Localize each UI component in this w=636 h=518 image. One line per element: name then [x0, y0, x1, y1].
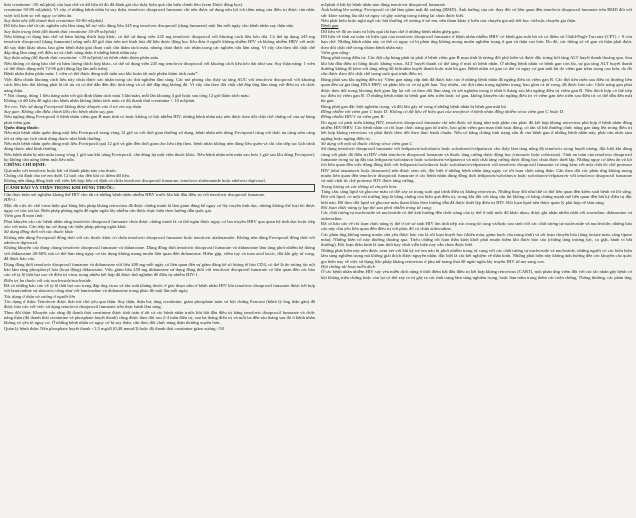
paragraph: Không nên dùng Fovirpoxil đồng thời với các thuốc khác có chứa tenofovir disoproxil fumarate hoặc tenofovir alafenamide. Không nên dùng Fovirpoxil đồng thời với adefovir dipivoxil. — [4, 234, 315, 246]
subheading: Đồng nhiễm với viêm gan C hoặc D: Không có dữ liệu về hiệu quả của tenofovir ở bệnh nhân đồng nhiễm virus viêm gan C hoặc D. — [321, 108, 565, 114]
paragraph: Theo dõi thận: Khuyến cáo rằng độ thanh thải creatinine được tính toán ở tất cả các bệnh nhân trước khi bắt đầu điều trị bằng tenofovir disoproxil fumarate và chức năng thận (độ thanh thải creatinine và phosphate huyết thanh) cũng được theo dõi sau 2-4 tuần điều trị, sau ba tháng điều trị và mỗi ba đến sáu tháng sau đó ở bệnh nhân không có yếu tố nguy cơ. Ở những bệnh nhân có nguy cơ bị suy thận, cần theo dõi chức năng thận thường xuyên hơn. — [4, 309, 315, 326]
section-heading: CẢNH BÁO VÀ THẬN TRỌNG KHI DÙNG THUỐC: — [4, 184, 315, 192]
paragraph: Tăng cân, tăng lipid và glucose máu có thể xảy ra trong suốt quá trình điều trị kháng retrovirus. Những thay đổi như thế có thể liên quan đến kiểm soát bệnh và lối sống. Đối với lipid, có một vài trường hợp là bằng chứng của hiệu quả điều trị, trong khi đối với tăng cân thì không có bằng chứng mạnh mẽ liên quan đến bất kỳ điều trị đặc biệt nào. Để theo dõi lipid và glucose máu tham khảo theo hướng dẫn đã được thiết lập điều trị HIV. Rối loạn lipid nên được quản lý phù hợp về lâm sàng. — [321, 189, 632, 205]
paragraph: ml/phút ở bất kỳ bệnh nhân nào dùng tenofovir disoproxil fumarate. — [321, 2, 447, 7]
subheading: Trẻ em: Việc sử dụng Fovirpoxil không được khuyến cáo ở trẻ em suy thận. — [4, 103, 143, 109]
subheading: Viêm gan B mạn tính: — [4, 213, 44, 219]
paragraph: Không nên dùng đồng thời với viên kết hợp liều cố định có chứa tenofovir disoproxil fumarate, tenofovir alafenamide hoặc adefovir dipivoxil. — [4, 178, 266, 184]
subheading: Suy thận trung bình (độ thanh thải creatinine 30-49 ml/phút) — [4, 28, 116, 34]
paragraph: Đã có báo cáo về rối loạn chức năng ty thể ở trẻ sơ sinh HIV âm tính tiếp xúc trong tử cung và/hoặc sau sinh với các chất tương tự nucleoside và nucleotide; những báo cáo này chủ yếu liên quan đến điều trị với phác đồ có chứa zidovudine. — [321, 221, 632, 232]
paragraph: Bùng phát trong điều trị: Các đợt cấp bùng phát tự phát ở bệnh viêm gan B mạn tính là tương đối phổ biến và được đặc trưng bởi tăng ALT huyết thanh thoáng qua. Sau khi bắt đầu điều trị bằng thuốc kháng virus, ALT huyết thanh có thể tăng ở một số bệnh nhân. Ở những bệnh nhân có bệnh gan còn bù, sự gia tăng ALT huyết thanh thường không đi kèm với tăng nồng độ bilirubin huyết thanh hoặc mất bù gan. Bệnh nhân xơ gan có thể có nguy cơ gan mất bù do viêm gan trầm trọng cao hơn, do đó cần được theo dõi chặt chẽ trong suốt quá trình điều trị. — [321, 55, 632, 77]
subheading: Bệnh gan — [321, 23, 339, 29]
paragraph: Đã có những báo cáo về tỷ lệ thất bại cao trong đáp ứng virus và tần suất kháng thuốc ở giai đoạn sớm ở bệnh nhân HIV khi tenofovir disoproxil fumarate được kết hợp với lamivudine và abacavir cũng như với lamivudine và didanosine trong phác đồ một lần mỗi ngày. — [4, 282, 315, 294]
paragraph: Tác dụng ở thận: Tenofovir được thải trừ chủ yếu qua thận. Suy thận, thận hư, tăng creatinine, giảm phosphate máu và hội chứng Fanconi (bệnh lý ống thận gần) đã được báo cáo với việc sử dụng tenofovir disoproxil fumarate trên thực hành lâm sàng. — [4, 298, 315, 310]
paragraph: thải creatinine <50 ml/phút) còn hạn chế và dữ liệu từ đó đã đánh giá cho thấy hiệu quả cần hiệu chỉnh liều (xem Dược động học). — [4, 2, 244, 7]
section-heading: CHỐNG CHỈ ĐỊNH: — [4, 162, 46, 168]
paragraph: Mặc dù việc ức chế virus hiệu quả bằng liệu pháp kháng retrovirus đã được chứng minh là làm giảm đáng kể nguy cơ lây truyền tình dục, nhưng không thể loại bỏ được nguy cơ còn sót lại. Biện pháp phòng ngừa để ngăn ngừa lây nhiễm cần được thực hiện theo hướng dẫn quốc gia. — [4, 202, 315, 214]
subheading: HIV-1: — [4, 197, 17, 203]
subheading: Trọng lượng và các thông số chuyển hóa: — [321, 183, 398, 189]
paragraph: Do nguy cơ phát triển kháng HIV, tenofovir disoproxil fumarate chỉ nên được sử dụng như một phần của phác đồ kết hợp kháng retrovirus phù hợp ở bệnh nhân đồng nhiễm HIV/HBV. Các bệnh nhân có rối loạn chức năng gan từ trước, bao gồm viêm gan mạn tính hoạt động, có tần số bất thường chức năng gan tăng lên trong điều trị kết hợp kháng retrovirus và phải được theo dõi theo thực hành chuẩn. Nếu có bằng chứng tình trạng xấu đi của bệnh gan ở những bệnh nhân này, phải cân nhắc tạm ngừng hoặc ngừng điều trị. — [321, 119, 632, 141]
paragraph: Dùng đồng thời tenofovir disoproxil fumarate và didanosine với liều 400 mg mỗi ngày có liên quan đến sự giảm đáng kể số lượng tế bào CD4, có thể là do tương tác nội bào làm tăng phosphoryl hóa (hoạt động) didanosine. Việc giảm liều 250 mg didanosine sử dụng đồng thời với tenofovir disoproxil fumarate có liên quan đến các báo cáo về tỷ lệ thất bại cao về điều trị virus trong nhiều kết hợp đã được thử nghiệm để điều trị nhiễm HIV-1. — [4, 261, 315, 278]
paragraph: * Nói chung, dùng 1 liều hàng tuần với giả định thẩm tách máu 3 lần/tuần, mỗi lần khoảng 4 giờ hoặc sau tổng 12 giờ thẩm tách máu. — [4, 92, 250, 98]
paragraph: Các chất tương tự nucleoside và nucleotide có thể ảnh hưởng đến chức năng của ty thể ở một mức độ khác nhau, được ghi nhận nhiều nhất với stavudine, didanosine và zidovudine. — [321, 210, 632, 221]
paragraph: Dữ liệu về tính an toàn và hiệu quả của tenofovir disoproxil fumarate ở bệnh nhân nhiễm HBV có bệnh gan mất bù và có điểm số Child-Pugh-Turcotte (CPT) > 9 còn hạn chế. Những bệnh nhân này có thể có nguy cơ bị phản ứng không mong muốn nghiêm trọng ở gan và thận cao hơn. Do đó, các thông số về gan và thận phải được theo dõi chặt chẽ trong nhóm bệnh nhân này. — [321, 34, 632, 50]
paragraph: Cần thực hiện xét nghiệm kháng thể HIV cho tất cả những bệnh nhân nhiễm HBV trước khi bắt đầu điều trị với tenofovir disoproxil fumarate. — [4, 192, 266, 198]
subheading: Sử dụng với một số thuốc chống virus viêm gan C — [321, 140, 413, 146]
paragraph: Nếu phát hiện hoặc nghi ngờ các bất thường về xương ở trẻ em, nên tham khảo ý kiến của chuyên gia nội tiết học và/hoặc chuyên gia thận. — [321, 18, 577, 24]
paragraph: Nếu một bệnh nhân quên dùng một liều Fovirpoxil trong vòng 12 giờ so với thời gian thường sử dụng, bệnh nhân nên dùng Fovirpoxil cùng với thức ăn càng sớm càng tốt và tiếp tục lịch trình dùng thuốc như bình thường. — [4, 130, 315, 141]
paragraph: Nếu một bệnh nhân quên dùng một liều Fovirpoxil quá 12 giờ và gần đến thời gian cho liều tiếp theo, bệnh nhân không nên dùng liều quên và chỉ cần tiếp tục lịch trình dùng thuốc như bình thường. — [4, 140, 315, 152]
paragraph: Các phản ứng không mong muốn chủ yếu được báo cáo là rối loạn huyết học (thiếu máu, giảm bạch cầu trung tính) và rối loạn chuyển hóa (tăng lactate máu, tăng lipase máu). Những biến cố này thường thoáng qua. Triệu chứng rối loạn thần kinh khởi phát muộn hiếm khi được báo cáo (chứng tăng trương lực, co giật, hành vi bất thường). Rối loạn thần kinh là tạm thời hay vĩnh viễn hiện nay vẫn chưa được biết. — [321, 231, 632, 248]
section-heading: Quên dùng thuốc: — [4, 124, 40, 130]
paragraph: Chống chỉ định cho trẻ em dưới 12 tuổi cho đến khi có thêm dữ liệu. — [4, 173, 131, 178]
subheading: Rối loạn chức năng ty lạp thể sau phơi nhiễm trong tử cung: — [321, 205, 433, 211]
paragraph: Nếu không có dạng bào chế và hàm lượng thích hợp khác, có thể sử dụng viên 245 mg tenofovir disoproxil với khoảng cách liều kéo dài như sau: Suy thận nặng: 1 viên có thể được dùng mỗi 72-96 giờ (dùng lặp lần mỗi tuần). — [4, 60, 315, 72]
subheading: Suy thận nhẹ (độ thanh thải creatinine 50-80 ml/phút) — [4, 18, 104, 24]
paragraph: Ở các bệnh nhân nhiễm HIV suy yếu miễn dịch nặng ở thời điểm bắt đầu điều trị kết hợp kháng retrovirus (CART), một phản ứng viêm đối với các tác nhân gây bệnh cơ hội không triệu chứng hoặc còn lại có thể xảy ra và gây ra các tình trạng lâm sàng nghiêm trọng, hoặc làm trầm trọng thêm các triệu chứng. Thông thường, các phản ứng — [321, 269, 632, 280]
subheading: Suy gan: Không cần điều chỉnh liều cho bệnh nhân suy gan. — [4, 108, 115, 114]
paragraph: Sử dụng tenofovir disoproxil fumarate với ledipasvir/sofosbuvir hoặc sofosbuvir/velpatasvir cho thấy làm tăng nồng độ tenofovir trong huyết tương, đặc biệt khi dùng cùng với phác đồ điều trị HIV chứa tenofovir disoproxil fumarate và thuốc tăng cường dược động học (ritonavir hoặc cobicistat). Tính an toàn của tenofovir disoproxil fumarate trong sự áp đặt của ledipasvir/sofosbuvir hoặc sofosbuvir/velpatasvir và một chất tăng cường dược động học chưa được thiết lập. Những nguy cơ tiềm ẩn và lợi ích liên quan đến việc dùng đồng thời với ledipasvir/sofosbuvir hoặc sofosbuvir/velpatasvir với tenofovir disoproxil fumarate có tăng kèm với một chất ức chế protease HIV (như atazanavir hoặc darunavir) nên được xem xét, đặc biệt ở những bệnh nhân tăng nguy cơ rối loạn chức năng thận. Cần theo dõi các phản ứng không mong muốn liên quan đến tenofovir disoproxil fumarate ở các bệnh nhân dùng đồng thời ledipasvir/sofosbuvir hoặc sofosbuvir/velpatasvir với tenofovir disoproxil fumarate và một chất ức chế protease HIV được tăng cường. — [321, 146, 632, 184]
paragraph: Việc điều chỉnh khoảng cách liều này chưa được xác nhận trong các thử nghiệm lâm sàng. Các mô phỏng cho thấy sự tăng AUC với tenofovir disoproxil với khoảng cách liều kéo dài không phải là tối ưu và có thể dẫn đến độc tính tăng và có thể đáp ứng không đủ. Vì vậy cần theo dõi chặt chẽ đáp ứng lâm sàng với điều trị và chức năng thận. — [4, 76, 315, 93]
paragraph: Bệnh nhân thẩm phân máu: 1 viên có thể được dùng mỗi tuần sau khi hoàn tất một phiên thẩm tách máu*. — [4, 71, 199, 77]
subheading: Hội chứng tái hoạt miễn dịch — [321, 263, 375, 269]
paragraph: Phải khuyến cáo các bệnh nhân rằng tenofovir disoproxil fumarate chưa được chứng minh là có thể ngăn được nguy cơ lan truyền HBV qua quan hệ tình dục hoặc tiếp xúc với máu. Cần tiếp tục sử dụng các biện pháp phòng ngừa khác. — [4, 218, 315, 230]
paragraph: creatinine 50-80 ml/phút): Vì vậy, ở những bệnh nhân bị suy thận, tenofovir disoproxil fumarate chỉ nên được sử dụng nếu lợi ích tiềm năng của điều trị được cân nhắc vượt trội hơn so với nguy cơ tiềm ẩn. — [4, 7, 315, 18]
paragraph: Bùng phát gan đặc biệt nghiêm trọng, và đôi khi gây tử vong ở những bệnh nhân bị bệnh gan mất bù. — [321, 103, 507, 109]
left-column — [4, 2, 315, 518]
subheading: Viêm gan nặng: — [321, 50, 351, 56]
paragraph: Nếu bệnh nhân bị nôn mửa trong vòng 1 giờ sau khi uống Fovirpoxil, cần dùng lại một viên thuốc khác. Nếu bệnh nhân nôn mửa sau hơn 1 giờ sau khi dùng Fovirpoxil, họ không cần uống thêm một liều nữa. — [4, 151, 315, 162]
paragraph: Những phát hiện này nên được xem xét với bất kỳ trẻ em nào bị phơi nhiễm trong tử cung với các chất tương tự nucleoside và nucleotide, những người có các biểu hiện lâm sàng nghiêm trọng mà không giải thích được nguyên nhân, đặc biệt là các kết nghiệm về thần kinh. Những phát hiện này không ảnh hưởng đến các khuyến cáo quốc gia hiện nay về việc sử dụng liệu pháp kháng retrovirus ở phụ nữ mang thai để ngăn ngừa lây truyền HIV từ mẹ sang con. — [321, 247, 632, 264]
paragraph: Bùng phát sau khi ngừng điều trị: Viêm gan nặng cấp tính đã được báo cáo ở những bệnh nhân đã ngừng điều trị viêm gan B. Các đợt tiến triển sau điều trị thường liên quan đến sự gia tăng DNA HBV, và phần lớn có vẻ tự giới hạn. Tuy nhiên, các đợt trầm trọng nghiêm trọng, bao gồm cả tử vong, đã được báo cáo. Chức năng gan phải được theo dõi trong khoảng thời gian lặp lại với cả theo dõi lâm sàng và xét nghiệm trong ít nhất 6 tháng sau khi ngừng điều trị viêm gan B. Nếu thích hợp có thể tiếp tục điều trị viêm gan B. Ở những bệnh nhân bị bệnh gan tiến triển hoặc xơ gan, không khuyến cáo ngừng điều trị vì viêm gan tiến triển sau điều trị có thể dẫn đến mất bù gan. — [321, 76, 632, 104]
right-column — [321, 2, 632, 518]
subheading: Đồng nhiễm HIV-1 và viêm gan B: — [321, 114, 385, 120]
subheading: Sử dụng đồng thời với các thuốc khác — [4, 229, 74, 235]
paragraph: Dữ liệu về độ an toàn và hiệu quả rất hạn chế ở những bệnh nhân ghép gan. — [321, 28, 460, 34]
paragraph: Quản lý bệnh thận: Nếu phosphate huyết thanh <1,5 mg/dl (0,48 mmol/l) hoặc độ thanh thải creatinine giảm xuống <50 — [4, 325, 224, 331]
paragraph: Không khuyến cáo dùng chung tenofovir disoproxil fumarate và didanosine. Dùng đồng thời tenofovir disoproxil fumarate và didanosine làm tăng phơi nhiễm hệ thống với didanosine 40-60% mà có thể làm tăng nguy cơ tác dụng không mong muốn liên quan đến didanosine. Hiếm gặp, viêm tụy và toan acid lactic, đôi khi gây tử vong, đã được báo cáo. — [4, 245, 315, 262]
paragraph: Quá mẫn với tenofovir hoặc bất cứ thành phần nào của thuốc. — [4, 167, 118, 173]
subheading: Tác dụng ở thận và xương ở người lớn — [4, 293, 76, 299]
paragraph: Nếu ngừng dùng Fovirpoxil ở bệnh nhân viêm gan B mạn tính có hoặc không có bội nhiễm HIV, những bệnh nhân này nên được theo dõi chặt chẽ chứng cứ của sự bùng phát viêm gan. — [4, 114, 315, 125]
subheading: Suy thận nặng (độ thanh thải creatinine <30 ml/phút) và bệnh nhân thẩm phân máu — [4, 55, 159, 61]
paragraph: Dữ liệu hạn chế từ các nghiên cứu lâm sàng hỗ trợ việc dùng liều 245 mg tenofovir disoproxil (dạng fumarate) một lần mỗi ngày cho bệnh nhân suy thận nhẹ. — [4, 23, 295, 29]
subheading: Điều trị ba thuốc với các nucleoside/nucleotide — [4, 277, 92, 283]
paragraph: Nếu không có dạng bào chế và hàm lượng thích hợp khác, có thể sử dụng viên 245 mg tenofovir disoproxil với khoảng cách liều kéo dài. Có thể áp dụng 245 mg tenofovir disoproxil (dạng fumarate) uống mỗi 48 giờ dựa trên mô hình hóa dữ liệu dược động học liều đơn ở người không nhiễm HIV và không nhiễm HBV với mức độ suy thận khác nhau, bao gồm bệnh thận giai đoạn cuối cần thẩm tách máu, nhưng chưa được xác nhận trong các nghiên cứu lâm sàng. Vì vậy cần theo dõi chặt chẽ đáp ứng lâm sàng với điều trị và chức năng thận ở những bệnh nhân này. — [4, 34, 315, 56]
paragraph: Không có dữ liệu để nghị cho bệnh nhân không thẩm tách máu có độ thanh thải creatinine < 10 ml/phút. — [4, 98, 196, 104]
paragraph: Ảnh hưởng lên xương: Fovirpoxil có thể làm giảm mật độ xương (BMD). Ảnh hưởng của các thay đổi có liên quan đến tenofovir disoproxil fumarate trên BMD đối với sức khỏe xương lâu dài và nguy cơ gãy xương trong tương lai chưa được biết. — [321, 7, 632, 18]
